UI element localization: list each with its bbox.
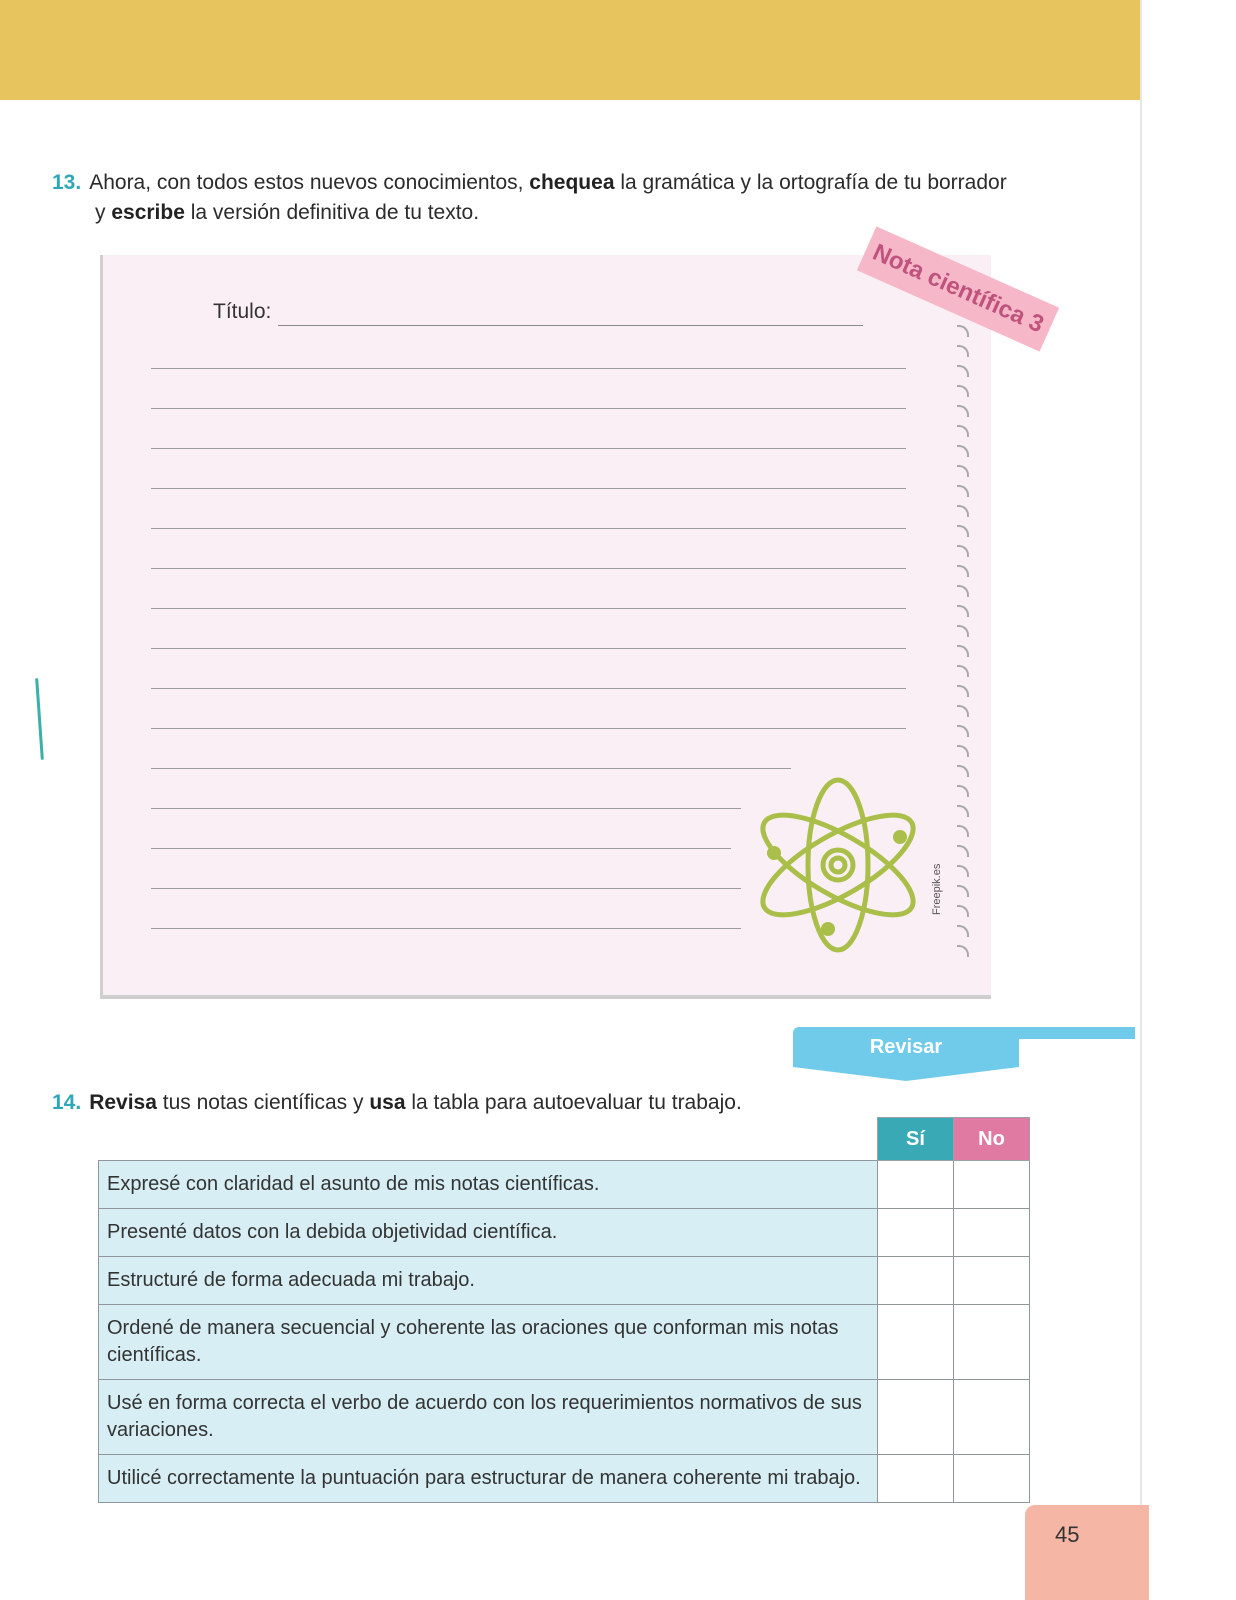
criterion-text: Usé en forma correcta el verbo de acuerdo con los requerimientos normativos de sus variaciones. bbox=[99, 1380, 878, 1455]
title-input-line[interactable] bbox=[278, 325, 863, 326]
writing-line[interactable] bbox=[151, 408, 906, 409]
self-evaluation-table bbox=[98, 1117, 1030, 1503]
activity-14-instruction bbox=[52, 1088, 952, 1118]
no-checkbox-cell[interactable] bbox=[954, 1209, 1030, 1257]
table-row bbox=[99, 1257, 1030, 1305]
criterion-text: Presenté datos con la debida objetividad científica. bbox=[99, 1209, 878, 1257]
header-band bbox=[0, 0, 1140, 100]
writing-notepad bbox=[100, 255, 991, 999]
atom-icon bbox=[748, 775, 928, 955]
keyword: usa bbox=[369, 1091, 406, 1114]
writing-line[interactable] bbox=[151, 648, 906, 649]
criterion-text: Utilicé correctamente la puntuación para estructurar de manera coherente mi trabajo. bbox=[99, 1455, 878, 1503]
header-no: No bbox=[954, 1118, 1030, 1161]
yes-checkbox-cell[interactable] bbox=[878, 1257, 954, 1305]
no-checkbox-cell[interactable] bbox=[954, 1161, 1030, 1209]
revisar-bar bbox=[1000, 1027, 1135, 1039]
instruction-text: y bbox=[95, 201, 112, 224]
writing-line[interactable] bbox=[151, 368, 906, 369]
image-credit: Freepik.es bbox=[931, 863, 943, 915]
keyword: chequea bbox=[529, 171, 615, 194]
activity-13-instruction bbox=[52, 168, 1032, 228]
writing-line[interactable] bbox=[151, 888, 741, 889]
revisar-arrow bbox=[793, 1067, 1019, 1081]
yes-checkbox-cell[interactable] bbox=[878, 1380, 954, 1455]
table-row bbox=[99, 1209, 1030, 1257]
writing-line[interactable] bbox=[151, 928, 741, 929]
yes-checkbox-cell[interactable] bbox=[878, 1305, 954, 1380]
yes-checkbox-cell[interactable] bbox=[878, 1161, 954, 1209]
keyword: Revisa bbox=[89, 1091, 157, 1114]
activity-number: 14. bbox=[52, 1091, 82, 1114]
nota-cientifica-label: Nota científica 3 bbox=[857, 226, 1059, 351]
writing-line[interactable] bbox=[151, 608, 906, 609]
no-checkbox-cell[interactable] bbox=[954, 1257, 1030, 1305]
no-checkbox-cell[interactable] bbox=[954, 1455, 1030, 1503]
table-row bbox=[99, 1455, 1030, 1503]
instruction-text: la gramática y la ortografía de tu borrador bbox=[614, 171, 1007, 194]
table-row bbox=[99, 1380, 1030, 1455]
title-label: Título: bbox=[213, 300, 272, 323]
instruction-text: tus notas científicas y bbox=[156, 1091, 370, 1114]
margin-pen-mark bbox=[35, 678, 44, 760]
table-row bbox=[99, 1161, 1030, 1209]
keyword: escribe bbox=[111, 201, 185, 224]
instruction-text: Ahora, con todos estos nuevos conocimientos, bbox=[89, 171, 530, 194]
writing-line[interactable] bbox=[151, 568, 906, 569]
header-yes: Sí bbox=[878, 1118, 954, 1161]
writing-line[interactable] bbox=[151, 848, 731, 849]
writing-line[interactable] bbox=[151, 528, 906, 529]
no-checkbox-cell[interactable] bbox=[954, 1380, 1030, 1455]
writing-line[interactable] bbox=[151, 448, 906, 449]
writing-line[interactable] bbox=[151, 728, 906, 729]
no-checkbox-cell[interactable] bbox=[954, 1305, 1030, 1380]
page-number: 45 bbox=[1025, 1505, 1149, 1600]
writing-line[interactable] bbox=[151, 488, 906, 489]
activity-number: 13. bbox=[52, 171, 82, 194]
yes-checkbox-cell[interactable] bbox=[878, 1209, 954, 1257]
notebook-spiral bbox=[957, 325, 973, 975]
header-spacer bbox=[99, 1118, 878, 1161]
criterion-text: Ordené de manera secuencial y coherente las oraciones que conforman mis notas científicas. bbox=[99, 1305, 878, 1380]
table-row bbox=[99, 1305, 1030, 1380]
revisar-tab: Revisar bbox=[793, 1027, 1019, 1067]
instruction-text: la tabla para autoevaluar tu trabajo. bbox=[405, 1091, 742, 1114]
yes-checkbox-cell[interactable] bbox=[878, 1455, 954, 1503]
writing-line[interactable] bbox=[151, 768, 791, 769]
criterion-text: Estructuré de forma adecuada mi trabajo. bbox=[99, 1257, 878, 1305]
criterion-text: Expresé con claridad el asunto de mis notas científicas. bbox=[99, 1161, 878, 1209]
writing-line[interactable] bbox=[151, 688, 906, 689]
writing-line[interactable] bbox=[151, 808, 741, 809]
instruction-text: la versión definitiva de tu texto. bbox=[184, 201, 480, 224]
page-edge bbox=[1140, 0, 1142, 1600]
